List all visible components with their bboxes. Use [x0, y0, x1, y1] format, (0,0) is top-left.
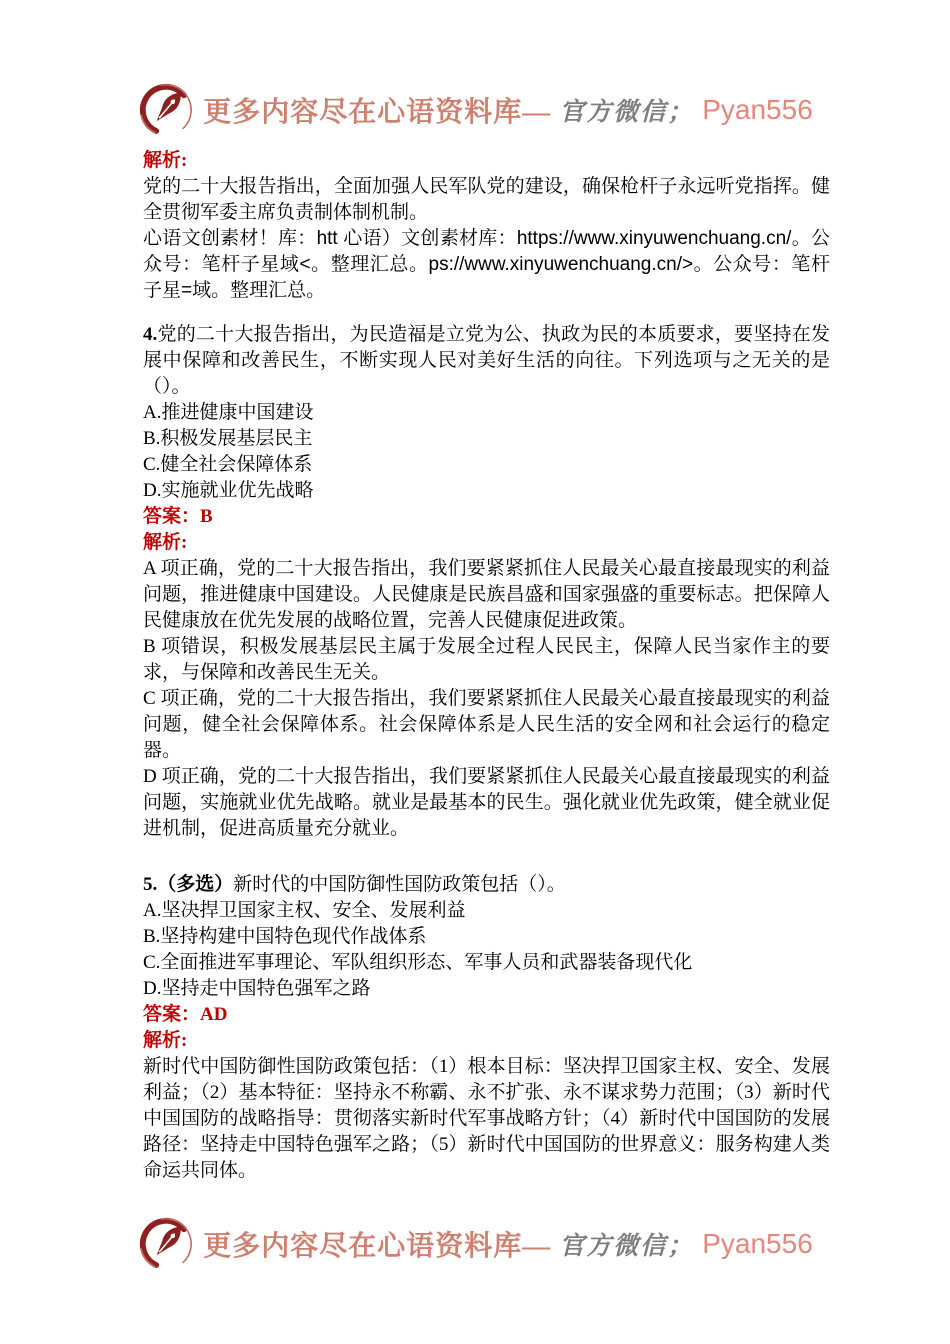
watermark-slogan: 更多内容尽在心语资料库— — [203, 1231, 552, 1262]
question-4-analysis-b: B 项错误，积极发展基层民主属于发展全过程人民民主，保障人民当家作主的要求，与保障和改善民生无关。 — [143, 636, 830, 683]
header-watermark — [0, 0, 950, 142]
watermark-wechat-label: 官方微信； — [559, 1231, 695, 1260]
question-4-option-c: C.健全社会保障体系 — [143, 454, 313, 475]
question-5-analysis: 新时代中国防御性国防政策包括：（1）根本目标：坚决捍卫国家主权、安全、发展利益；（2）基本特征：坚持永不称霸、永不扩张、永不谋求势力范围；（3）新时代中国国防的战略指导：贯彻落实新时代军事战略方针；（4）新时代中国国防的发展路径：坚持走中国特色强军之路；（5）新时代中国国防的世界意义：服务构建人类命运共同体。 — [143, 1056, 830, 1181]
question-4-option-a: A.推进健康中国建设 — [143, 402, 314, 423]
source-watermark-text: 心语文创素材！库：htt 心语）文创素材库：https://www.xinyuwenchuang.cn/。公众号：笔杆子星域<。整理汇总。ps://www.xinyuwenchuang.cn/>。公众号：笔杆子星=域。整理汇总。 — [143, 228, 830, 301]
question-4-option-d: D.实施就业优先战略 — [143, 480, 314, 501]
pen-nib-seal-icon — [137, 1215, 195, 1273]
footer-watermark — [0, 1212, 950, 1276]
question-5-option-c: C.全面推进军事理论、军队组织形态、军事人员和武器装备现代化 — [143, 952, 693, 973]
question-4-analysis-label: 解析: — [143, 532, 188, 553]
section-gap — [143, 842, 830, 872]
question-5-option-b: B.坚持构建中国特色现代作战体系 — [143, 926, 427, 947]
analysis-text: 党的二十大报告指出，全面加强人民军队党的建设，确保枪杆子永远听党指挥。健全贯彻军委主席负责制体制机制。 — [143, 176, 830, 223]
question-5-answer: 答案：AD — [143, 1004, 228, 1025]
question-4-option-b: B.积极发展基层民主 — [143, 428, 313, 449]
question-4-stem-text: 党的二十大报告指出，为民造福是立党为公、执政为民的本质要求，要坚持在发展中保障和改善民生，不断实现人民对美好生活的向往。下列选项与之无关的是（）。 — [143, 324, 830, 397]
watermark-wechat-id: Pyan556 — [702, 94, 813, 125]
watermark-slogan: 更多内容尽在心语资料库— — [203, 97, 552, 128]
question-4-analysis-a: A 项正确，党的二十大报告指出，我们要紧紧抓住人民最关心最直接最现实的利益问题，推进健康中国建设。人民健康是民族昌盛和国家强盛的重要标志。把保障人民健康放在优先发展的战略位置，完善人民健康促进政策。 — [143, 558, 830, 631]
section-gap — [143, 304, 830, 322]
question-5-analysis-label: 解析: — [143, 1030, 188, 1051]
watermark-wechat-id: Pyan556 — [702, 1228, 813, 1259]
question-5-stem — [143, 872, 830, 898]
question-4-answer: 答案：B — [143, 506, 213, 527]
document-body — [143, 148, 830, 1184]
question-5-option-a: A.坚决捍卫国家主权、安全、发展利益 — [143, 900, 466, 921]
question-5-option-d: D.坚持走中国特色强军之路 — [143, 978, 371, 999]
analysis-label: 解析: — [143, 150, 188, 171]
question-4-analysis-d: D 项正确，党的二十大报告指出，我们要紧紧抓住人民最关心最直接最现实的利益问题，实施就业优先战略。就业是最基本的民生。强化就业优先政策，健全就业促进机制，促进高质量充分就业。 — [143, 766, 830, 839]
question-4-stem — [143, 322, 830, 400]
question-5-stem-text: 新时代的中国防御性国防政策包括（）。 — [233, 874, 566, 895]
watermark-wechat-label: 官方微信； — [559, 97, 695, 126]
question-5-multi-tag: （多选） — [157, 874, 234, 895]
question-4-number: 4. — [143, 324, 158, 345]
question-4-analysis-c: C 项正确，党的二十大报告指出，我们要紧紧抓住人民最关心最直接最现实的利益问题，健全社会保障体系。社会保障体系是人民生活的安全网和社会运行的稳定器。 — [143, 688, 830, 761]
pen-nib-seal-icon — [137, 81, 195, 139]
question-5-number: 5. — [143, 874, 158, 895]
